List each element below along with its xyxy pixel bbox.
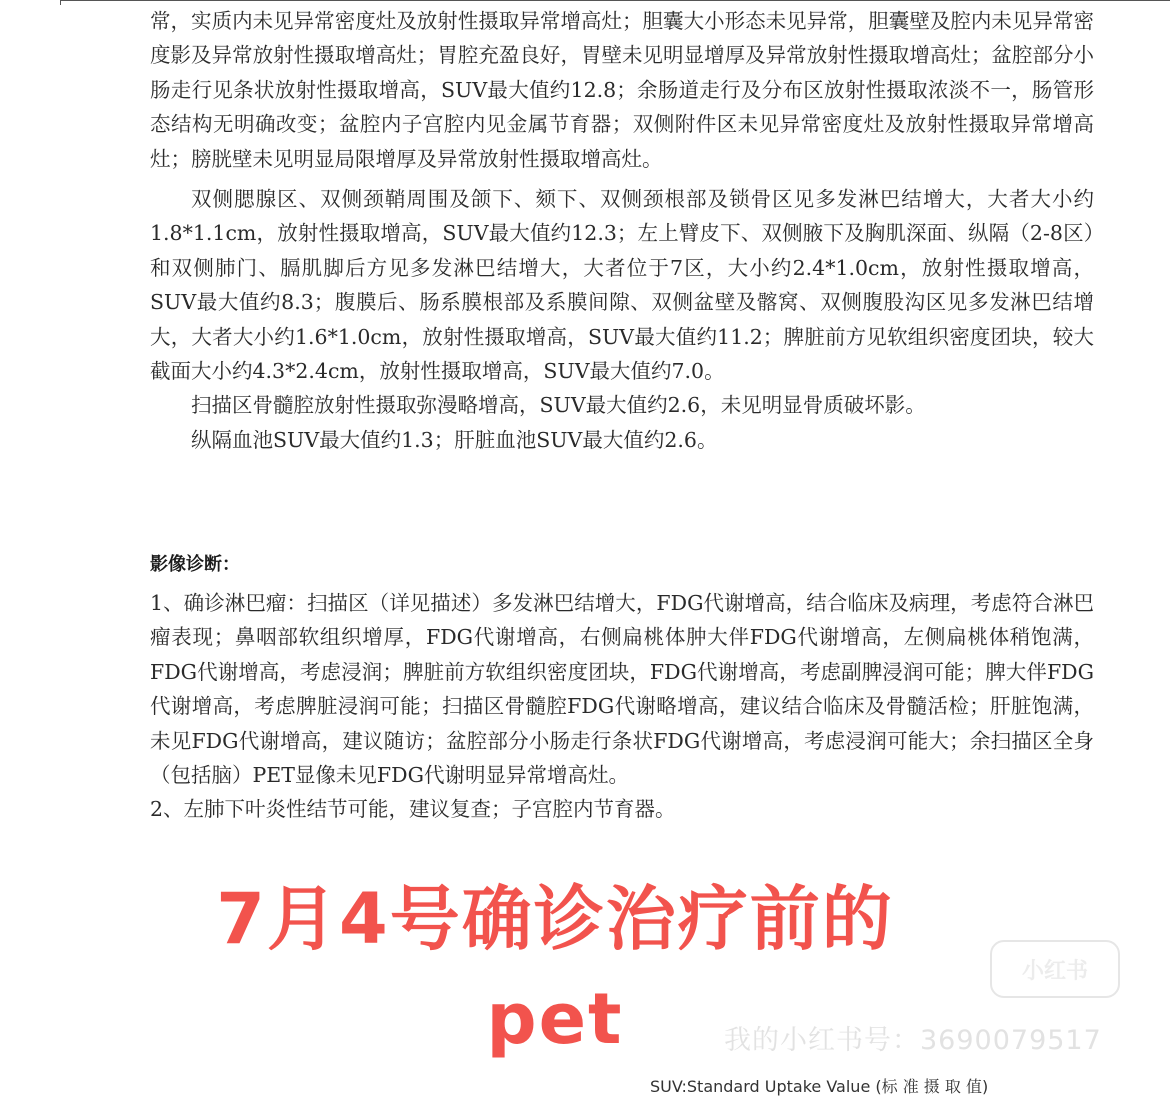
findings-paragraph-bone-marrow: 扫描区骨髓腔放射性摄取弥漫略增高，SUV最大值约2.6，未见明显骨质破坏影。 [191,393,926,418]
xiaohongshu-account-watermark: 我的小红书号：3690079517 [724,1025,1102,1056]
xiaohongshu-watermark-badge: 小红书 [990,940,1120,998]
suv-footnote: SUV:Standard Uptake Value (标 准 摄 取 值) [650,1077,989,1096]
overlay-caption-line-2: pet [486,978,624,1060]
findings-paragraph-lymph-nodes: 双侧腮腺区、双侧颈鞘周围及颌下、颏下、双侧颈根部及锁骨区见多发淋巴结增大，大者大小约1.8*1.1cm，放射性摄取增高，SUV最大值约12.3；左上臂皮下、双侧腋下及胸肌深面、纵隔（2-8区）和双侧肺门、膈肌脚后方见多发淋巴结增大，大者位于7区，大小约2.4*1.0cm，放射性摄取增高，SUV最大值约8.3；腹膜后、肠系膜根部及系膜间隙、双侧盆壁及髂窝、双侧腹股沟区见多发淋巴结增大，大者大小约1.6*1.0cm，放射性摄取增高，SUV最大值约11.2；脾脏前方见软组织密度团块，较大截面大小约4.3*2.4cm，放射性摄取增高，SUV最大值约7.0。 [150,187,1094,384]
diagnosis-section [150,586,1094,827]
diagnosis-heading: 影像诊断： [150,554,240,575]
findings-section [150,4,1094,457]
overlay-caption-line-1: 7月4号确诊治疗前的 [216,878,894,960]
diagnosis-item-1: 1、确诊淋巴瘤：扫描区（详见描述）多发淋巴结增大，FDG代谢增高，结合临床及病理，考虑符合淋巴瘤表现；鼻咽部软组织增厚，FDG代谢增高，右侧扁桃体肿大伴FDG代谢增高，左侧扁桃体稍饱满，FDG代谢增高，考虑浸润；脾脏前方软组织密度团块，FDG代谢增高，考虑副脾浸润可能；脾大伴FDG代谢增高，考虑脾脏浸润可能；扫描区骨髓腔FDG代谢略增高，建议结合临床及骨髓活检；肝脏饱满，未见FDG代谢增高，建议随访；盆腔部分小肠走行条状FDG代谢增高，考虑浸润可能大；余扫描区全身（包括脑）PET显像未见FDG代谢明显异常增高灶。 [150,591,1094,788]
diagnosis-item-2: 2、左肺下叶炎性结节可能，建议复查；子宫腔内节育器。 [150,797,676,822]
findings-paragraph-abdomen: 常，实质内未见异常密度灶及放射性摄取异常增高灶；胆囊大小形态未见异常，胆囊壁及腔内未见异常密度影及异常放射性摄取增高灶；胃腔充盈良好，胃壁未见明显增厚及异常放射性摄取增高灶；盆腔部分小肠走行见条状放射性摄取增高，SUV最大值约12.8；余肠道走行及分布区放射性摄取浓淡不一，肠管形态结构无明确改变；盆腔内子宫腔内见金属节育器；双侧附件区未见异常密度灶及放射性摄取异常增高灶；膀胱壁未见明显局限增厚及异常放射性摄取增高灶。 [150,9,1094,171]
findings-paragraph-blood-pool: 纵隔血池SUV最大值约1.3；肝脏血池SUV最大值约2.6。 [191,427,718,452]
